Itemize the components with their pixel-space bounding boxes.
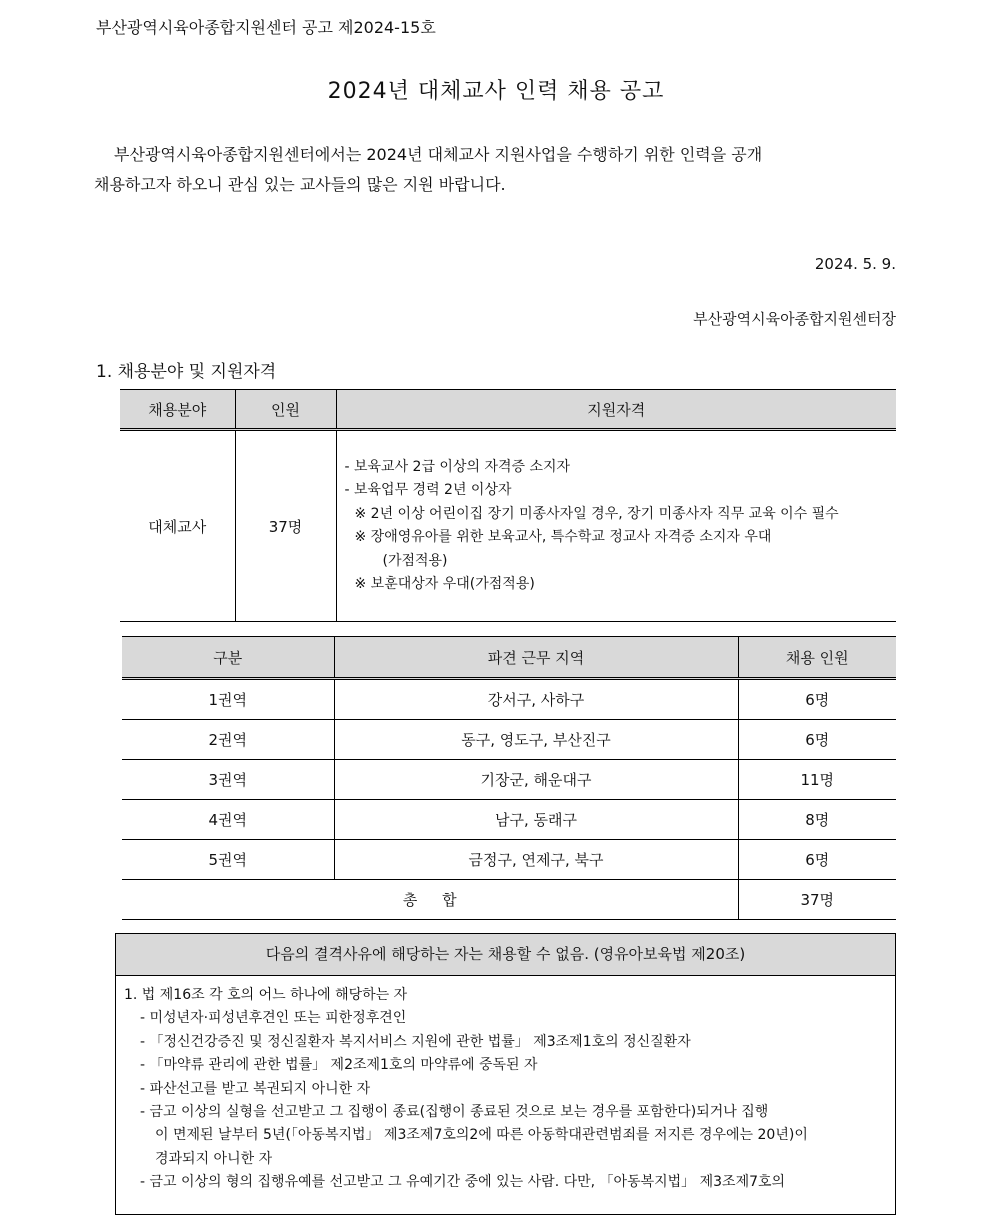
notice-date: 2024. 5. 9. — [814, 255, 896, 273]
disqualification-item: 1. 법 제16조 각 호의 어느 하나에 해당하는 자 — [124, 987, 408, 1003]
zone-cell: 4권역 — [122, 800, 334, 840]
table-header-row — [122, 637, 896, 679]
disqualification-subitem: - 「마약류 관리에 관한 법률」 제2조제1호의 마약류에 중독된 자 — [140, 1057, 538, 1074]
disqualification-subitem: - 「정신건강증진 및 정신질환자 복지서비스 지원에 관한 법률」 제3조제1호의 정신질환자 — [140, 1033, 691, 1050]
disqualification-subitem: - 금고 이상의 실형을 선고받고 그 집행이 종료(집행이 종료된 것으로 보는 경우를 포함한다)되거나 집행 — [140, 1104, 769, 1121]
disqualification-heading: 다음의 결격사유에 해당하는 자는 채용할 수 없음. (영유아보육법 제20조) — [116, 934, 895, 976]
region-table — [122, 636, 896, 920]
intro-line-2: 채용하고자 하오니 관심 있는 교사들의 많은 지원 바랍니다. — [94, 175, 506, 194]
total-row — [122, 880, 896, 920]
area-cell: 기장군, 해운대구 — [334, 760, 738, 800]
qualification-note-cont: (가점적용) — [382, 552, 448, 569]
intro-paragraph — [94, 140, 898, 200]
total-label-text: 총 합 — [402, 891, 457, 909]
area-cell: 금정구, 연제구, 북구 — [334, 840, 738, 880]
table-header-cell: 구분 — [122, 637, 334, 679]
qualification-item: - 보육업무 경력 2년 이상자 — [344, 482, 512, 498]
table-header-cell: 채용 인원 — [738, 637, 896, 679]
zone-cell: 2권역 — [122, 720, 334, 760]
zone-cell: 1권역 — [122, 679, 334, 720]
qualification-note: ※ 보훈대상자 우대(가점적용) — [354, 576, 535, 592]
table-header-row — [120, 390, 896, 430]
intro-line-1 — [94, 140, 898, 170]
notice-number: 부산광역시육아종합지원센터 공고 제2024-15호 — [96, 18, 436, 37]
count-cell: 6명 — [738, 720, 896, 760]
table-row — [122, 679, 896, 720]
area-cell: 남구, 동래구 — [334, 800, 738, 840]
section-heading-1: 1. 채용분야 및 지원자격 — [96, 362, 277, 382]
table-row — [122, 800, 896, 840]
qualification-note: ※ 장애영유아를 위한 보육교사, 특수학교 정교사 자격증 소지자 우대 — [354, 529, 772, 545]
count-cell: 11명 — [738, 760, 896, 800]
count-cell: 8명 — [738, 800, 896, 840]
area-cell: 동구, 영도구, 부산진구 — [334, 720, 738, 760]
count-cell: 6명 — [738, 679, 896, 720]
disqualification-subitem: - 금고 이상의 형의 집행유예를 선고받고 그 유예기간 중에 있는 사람. 다만, 「아동복지법」 제3조제7호의 — [140, 1174, 786, 1191]
table-header-cell: 인원 — [235, 390, 336, 430]
table-header-cell: 지원자격 — [336, 390, 896, 430]
table-header-cell: 채용분야 — [120, 390, 235, 430]
disqualification-body — [116, 976, 895, 1195]
disqualification-subitem-cont: 이 면제된 날부터 5년(「아동복지법」 제3조제7호의2에 따른 아동학대관련범죄를 저지른 경우에는 20년)이 — [155, 1127, 808, 1144]
table-row — [122, 720, 896, 760]
field-cell: 대체교사 — [120, 430, 235, 622]
page-title: 2024년 대체교사 인력 채용 공고 — [327, 79, 665, 104]
qualification-item: - 보육교사 2급 이상의 자격증 소지자 — [344, 458, 571, 475]
qualification-table — [120, 389, 896, 622]
count-cell: 6명 — [738, 840, 896, 880]
qualification-cell — [336, 430, 896, 622]
qualification-note: ※ 2년 이상 어린이집 장기 미종사자일 경우, 장기 미종사자 직무 교육 이수 필수 — [354, 505, 839, 522]
disqualification-subitem-cont: 경과되지 아니한 자 — [155, 1150, 273, 1167]
zone-cell: 3권역 — [122, 760, 334, 800]
table-row — [122, 760, 896, 800]
total-count: 37명 — [738, 880, 896, 920]
table-row — [122, 840, 896, 880]
signer: 부산광역시육아종합지원센터장 — [693, 310, 896, 328]
intro-line-1-text: 부산광역시육아종합지원센터에서는 2024년 대체교사 지원사업을 수행하기 위한 인력을 공개 — [114, 145, 763, 164]
disqualification-box — [115, 933, 896, 1215]
count-cell: 37명 — [235, 430, 336, 622]
total-label — [122, 880, 738, 920]
disqualification-subitem: - 파산선고를 받고 복권되지 아니한 자 — [140, 1080, 371, 1097]
table-row — [120, 430, 896, 622]
disqualification-subitem: - 미성년자·피성년후견인 또는 피한정후견인 — [140, 1010, 407, 1027]
area-cell: 강서구, 사하구 — [334, 679, 738, 720]
zone-cell: 5권역 — [122, 840, 334, 880]
table-header-cell: 파견 근무 지역 — [334, 637, 738, 679]
